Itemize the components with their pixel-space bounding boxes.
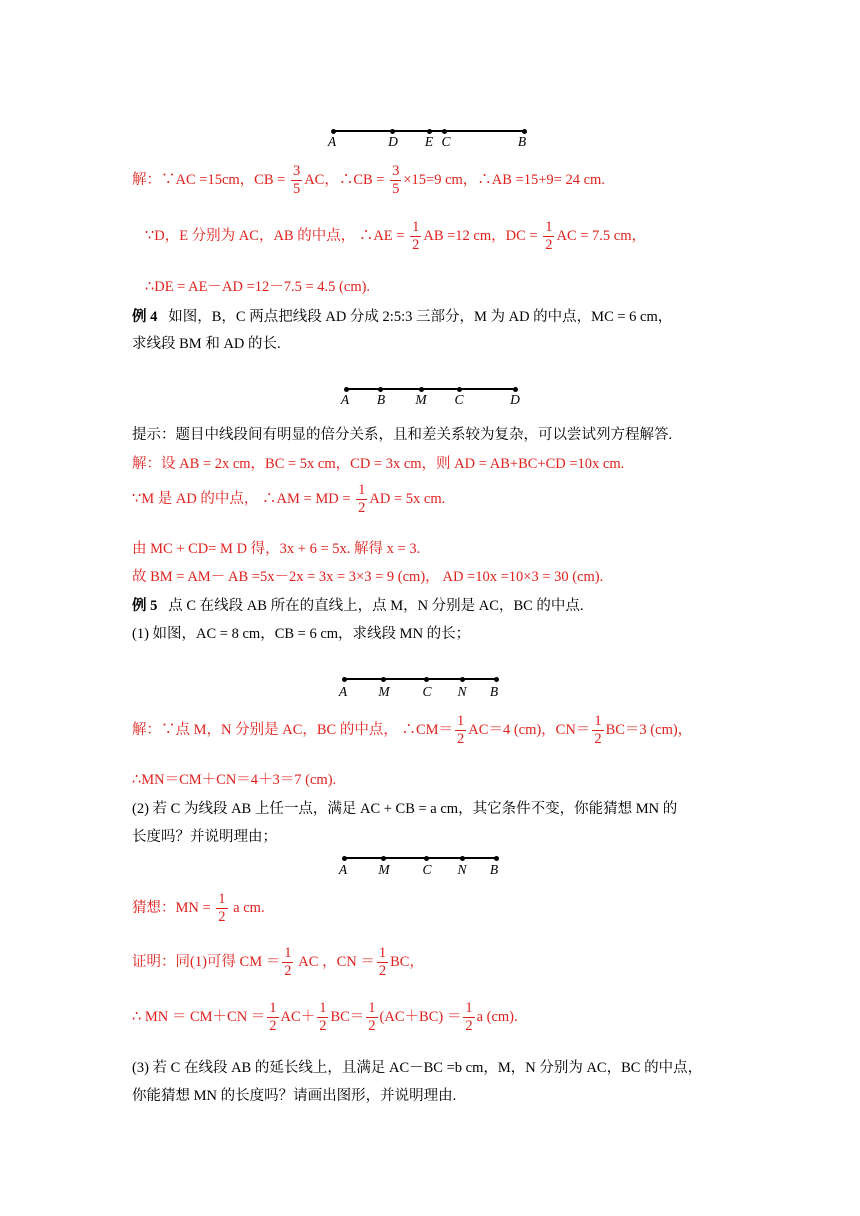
text: AD = 5x cm.: [369, 491, 446, 508]
text: BC，: [390, 954, 424, 971]
fraction: $\frac{1}{2}$: [594, 713, 602, 748]
point-label: N: [457, 684, 467, 699]
solution-line: [132, 1001, 860, 1034]
question-line: (2) 若 C 为线段 AB 上任一点，满足 AC + CB = a cm，其它条件不变，你能猜想 MN 的: [132, 801, 678, 817]
solution-line: [132, 164, 860, 197]
point-dot: [331, 129, 336, 134]
fraction: $\frac{1}{2}$: [465, 1000, 473, 1035]
question-line: (3) 若 C 在线段 AB 的延长线上，且满足 AC－BC =b cm，M，N 分别为 AC，BC 的中点，: [132, 1060, 703, 1076]
point-dot: [381, 677, 386, 682]
segment-line: [344, 678, 497, 680]
point-dot: [342, 856, 347, 861]
point-label: M: [378, 684, 390, 699]
text: BC＝3 (cm)，: [605, 722, 693, 739]
solution-line: 故 BM = AM－ AB =5x－2x = 3x = 3×3 = 9 (cm)， AD =10x =10×3 = 30 (cm).: [132, 569, 604, 585]
point-dot: [442, 129, 447, 134]
point-label: A: [327, 134, 337, 149]
point-dot: [419, 387, 424, 392]
fraction: $\frac{1}{2}$: [457, 713, 465, 748]
segment-line: [346, 388, 516, 390]
point-label: D: [388, 134, 398, 149]
solution-line: ∴DE = AE－AD =12－7.5 = 4.5 (cm).: [145, 279, 371, 295]
fraction: $\frac{1}{2}$: [368, 1000, 376, 1035]
point-dot: [342, 677, 347, 682]
point-dot: [494, 677, 499, 682]
text: BC＝: [330, 1009, 365, 1026]
point-dot: [513, 387, 518, 392]
text: (AC＋BC) ＝: [379, 1009, 462, 1026]
point-label: A: [338, 684, 348, 699]
point-dot: [460, 856, 465, 861]
fraction: $\frac{1}{2}$: [269, 1000, 277, 1035]
text: ∴ MN ＝ CM＋CN ＝: [132, 1009, 266, 1026]
text: a cm.: [229, 900, 265, 917]
solution-line: [132, 483, 860, 516]
solution-line: ∴MN＝CM＋CN＝4＋3＝7 (cm).: [132, 772, 337, 788]
point-dot: [424, 677, 429, 682]
text: 解：∵AC =15cm，CB =: [132, 172, 289, 189]
text: 猜想：MN =: [132, 900, 215, 917]
point-label: D: [510, 392, 520, 407]
point-label: E: [424, 134, 434, 149]
example-title: 例 5: [132, 598, 158, 614]
point-label: M: [378, 862, 390, 877]
point-label: N: [457, 862, 467, 877]
point-label: A: [338, 862, 348, 877]
point-label: B: [489, 684, 499, 699]
segment-figure-3: [0, 674, 860, 704]
text: AC＝4 (cm)，CN＝: [468, 722, 591, 739]
question-line: 长度吗？并说明理由；: [132, 829, 277, 845]
solution-line: [132, 892, 860, 925]
fraction: $\frac{3}{5}$: [292, 163, 301, 198]
text: AC ，CN ＝: [295, 954, 375, 971]
solution-line: 由 MC + CD= M D 得，3x + 6 = 5x. 解得 x = 3.: [132, 541, 421, 557]
fraction: $\frac{1}{2}$: [545, 219, 553, 254]
point-dot: [427, 129, 432, 134]
point-label: C: [422, 862, 432, 877]
example-4: [132, 305, 860, 326]
point-dot: [460, 677, 465, 682]
text: ∵M 是 AD 的中点， ∴AM = MD =: [132, 491, 355, 508]
question-line: (1) 如图，AC = 8 cm，CB = 6 cm，求线段 MN 的长；: [132, 626, 471, 642]
point-label: M: [415, 392, 427, 407]
example-title: 例 4: [132, 309, 158, 325]
fraction: $\frac{1}{2}$: [284, 945, 292, 980]
fraction: $\frac{3}{5}$: [392, 163, 400, 198]
fraction: $\frac{1}{2}$: [319, 1000, 327, 1035]
solution-line: [132, 714, 860, 747]
segment-figure-2: [0, 384, 860, 414]
point-label: B: [376, 392, 386, 407]
point-dot: [494, 856, 499, 861]
text: AC＋: [280, 1009, 316, 1026]
fraction: $\frac{1}{2}$: [412, 219, 420, 254]
point-label: C: [454, 392, 464, 407]
text: ∵D，E 分别为 AC，AB 的中点， ∴AE =: [145, 228, 409, 245]
text: AB =12 cm，DC =: [423, 228, 542, 245]
text-line: 求线段 BM 和 AD 的长.: [132, 336, 281, 352]
point-label: C: [422, 684, 432, 699]
text: AC，∴CB =: [304, 172, 389, 189]
segment-figure-4: [0, 853, 860, 883]
point-dot: [381, 856, 386, 861]
text: AC = 7.5 cm，: [556, 228, 647, 245]
point-dot: [344, 387, 349, 392]
point-label: B: [489, 862, 499, 877]
point-dot: [457, 387, 462, 392]
solution-line: [132, 946, 860, 979]
point-label: C: [441, 134, 451, 149]
point-dot: [390, 129, 395, 134]
text: 解：∵点 M，N 分别是 AC，BC 的中点， ∴CM＝: [132, 722, 454, 739]
solution-line: 解：设 AB = 2x cm，BC = 5x cm，CD = 3x cm，则 AD = AB+BC+CD =10x cm.: [132, 456, 625, 472]
text: a (cm).: [476, 1009, 518, 1026]
point-dot: [424, 856, 429, 861]
point-label: A: [340, 392, 350, 407]
point-dot: [522, 129, 527, 134]
fraction: $\frac{1}{2}$: [358, 482, 366, 517]
point-dot: [378, 387, 383, 392]
text: 如图，B，C 两点把线段 AD 分成 2:5:3 三部分，M 为 AD 的中点，MC = 6 cm，: [168, 309, 673, 325]
fraction: $\frac{1}{2}$: [378, 945, 387, 980]
solution-line: [145, 220, 860, 253]
fraction: $\frac{1}{2}$: [218, 891, 226, 926]
hint-line: 提示：题目中线段间有明显的倍分关系，且和差关系较为复杂，可以尝试列方程解答.: [132, 427, 673, 443]
text: 点 C 在线段 AB 所在的直线上，点 M，N 分别是 AC，BC 的中点.: [168, 598, 584, 614]
example-5: [132, 594, 860, 615]
segment-figure-1: [0, 126, 860, 156]
text: 证明：同(1)可得 CM ＝: [132, 954, 281, 971]
segment-line: [344, 857, 497, 859]
question-line: 你能猜想 MN 的长度吗？请画出图形，并说明理由.: [132, 1088, 457, 1104]
text: ×15=9 cm，∴AB =15+9= 24 cm.: [403, 172, 605, 189]
point-label: B: [517, 134, 527, 149]
